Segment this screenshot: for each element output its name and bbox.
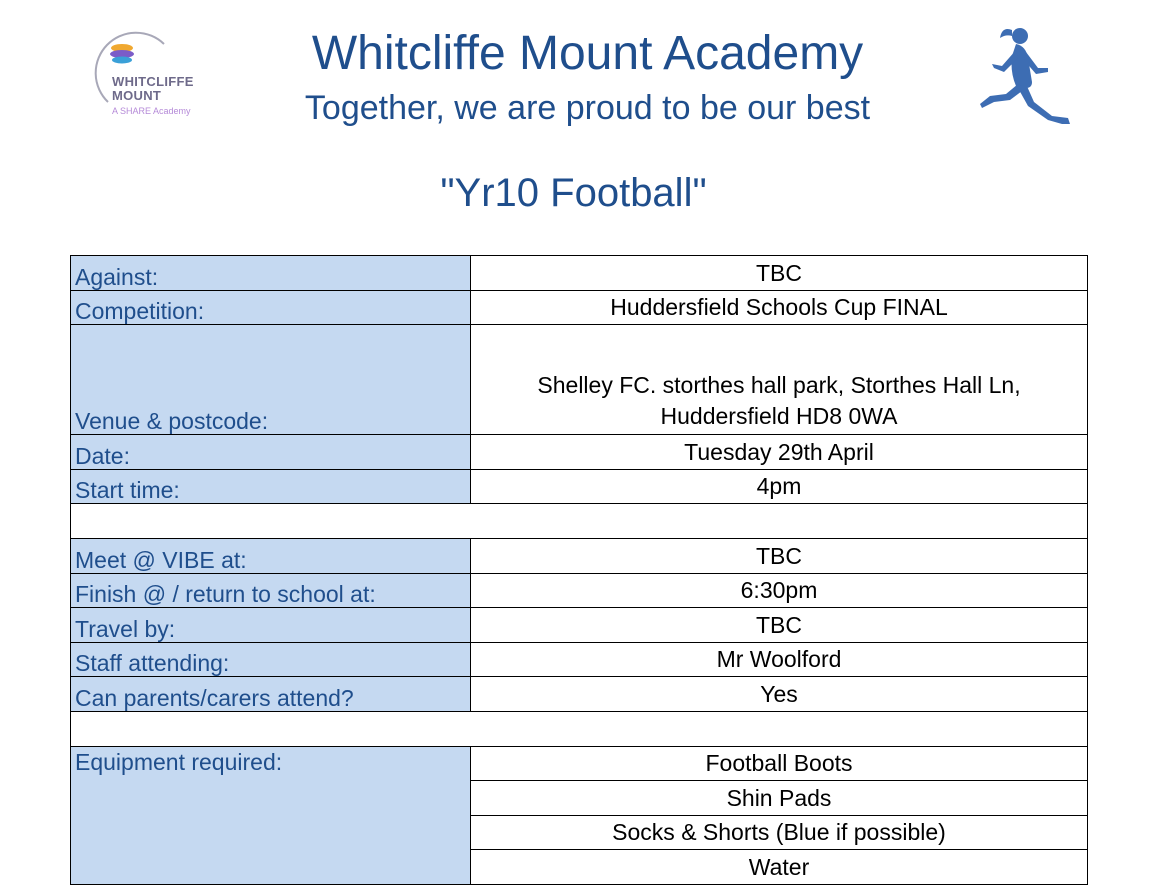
- venue-line-1: Shelley FC. storthes hall park, Storthes Hall Ln,: [537, 372, 1021, 398]
- row-value: 4pm: [471, 469, 1088, 504]
- row-label: Finish @ / return to school at:: [71, 573, 471, 608]
- row-value: TBC: [471, 256, 1088, 291]
- event-details-table: [70, 255, 1088, 885]
- table-spacer-row: [71, 711, 1088, 746]
- logo-text-whitcliffe: WHITCLIFFE: [112, 74, 194, 89]
- row-label: Staff attending:: [71, 642, 471, 677]
- venue-line-2: Huddersfield HD8 0WA: [660, 403, 898, 429]
- table-spacer-row: [71, 504, 1088, 539]
- row-value: TBC: [471, 608, 1088, 643]
- table-row-start-time: [71, 469, 1088, 504]
- table-row-date: [71, 435, 1088, 470]
- page-title: Whitcliffe Mount Academy: [311, 27, 864, 80]
- equipment-item: Water: [471, 850, 1088, 885]
- spacer-cell: [71, 504, 1088, 539]
- spacer-cell: [71, 711, 1088, 746]
- equipment-item: Socks & Shorts (Blue if possible): [471, 815, 1088, 850]
- row-label: Venue & postcode:: [71, 325, 471, 435]
- row-label: Can parents/carers attend?: [71, 677, 471, 712]
- table-row-competition: [71, 290, 1088, 325]
- equipment-item: Football Boots: [471, 746, 1088, 781]
- table-row-staff: [71, 642, 1088, 677]
- row-value: [471, 325, 1088, 435]
- row-value: Yes: [471, 677, 1088, 712]
- logo-text-mount: MOUNT: [112, 88, 162, 103]
- logo-text-share: A SHARE Academy: [112, 106, 191, 116]
- row-label: Meet @ VIBE at:: [71, 539, 471, 574]
- page-subtitle: Together, we are proud to be our best: [304, 89, 871, 127]
- row-label: Against:: [71, 256, 471, 291]
- row-label: Travel by:: [71, 608, 471, 643]
- equipment-item: Shin Pads: [471, 781, 1088, 816]
- row-label: Start time:: [71, 469, 471, 504]
- runner-icon: [972, 24, 1074, 130]
- row-value: 6:30pm: [471, 573, 1088, 608]
- table-row-against: [71, 256, 1088, 291]
- row-label: Competition:: [71, 290, 471, 325]
- table-row-equipment: [71, 746, 1088, 781]
- row-label: Date:: [71, 435, 471, 470]
- table-row-finish: [71, 573, 1088, 608]
- table-row-venue: [71, 325, 1088, 435]
- event-title: "Yr10 Football": [440, 171, 707, 215]
- row-value: Huddersfield Schools Cup FINAL: [471, 290, 1088, 325]
- row-value: Tuesday 29th April: [471, 435, 1088, 470]
- row-value: Mr Woolford: [471, 642, 1088, 677]
- table-row-parents: [71, 677, 1088, 712]
- row-value: TBC: [471, 539, 1088, 574]
- table-row-travel: [71, 608, 1088, 643]
- row-label: Equipment required:: [71, 746, 471, 884]
- table-row-meet: [71, 539, 1088, 574]
